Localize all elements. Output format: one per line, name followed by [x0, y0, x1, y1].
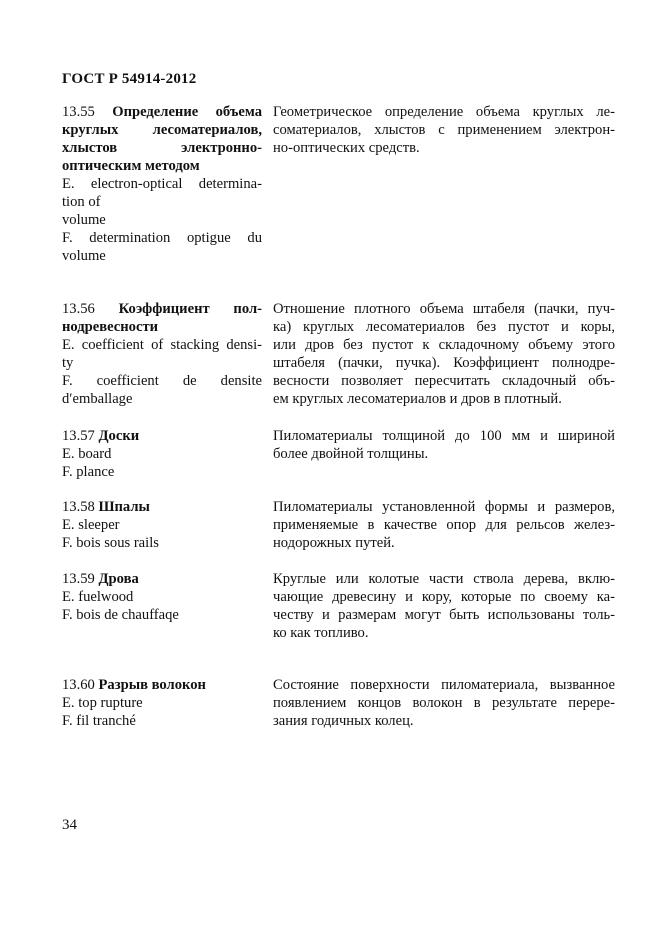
term-translation-line — [62, 534, 262, 552]
term-translation: d′emballage — [62, 391, 133, 407]
term-title-line — [62, 157, 262, 175]
term-title-line — [62, 570, 262, 588]
term-title-line — [62, 121, 262, 139]
term-translation: F. fil tranché — [62, 713, 136, 729]
term-number: 13.56 — [62, 301, 95, 317]
term-translation-line — [62, 336, 262, 354]
term-left-column — [62, 498, 262, 552]
term-definition — [273, 676, 615, 730]
term-translation: E. board — [62, 446, 112, 462]
term-title: Доски — [98, 428, 140, 444]
term-title: Определение объема — [112, 104, 262, 120]
term-translation: tion of — [62, 194, 101, 210]
term-translation-line — [62, 694, 262, 712]
term-translation: E. coefficient of stacking densi- — [62, 337, 262, 353]
definition-line: штабеля (пачки, пучка). Коэффициент полнодре- — [273, 355, 615, 371]
term-title-line — [62, 318, 262, 336]
term-translation: F. coefficient de densite — [62, 373, 262, 389]
term-title: хлыстов электронно- — [62, 140, 262, 156]
term-translation: F. bois sous rails — [62, 535, 159, 551]
term-translation-line — [62, 445, 262, 463]
term-number: 13.57 — [62, 428, 95, 444]
term-title: Разрыв волокон — [98, 677, 206, 693]
term-title-line — [62, 498, 262, 516]
definition-line: ем круглых лесоматериалов и дров в плотный. — [273, 391, 562, 407]
term-left-column — [62, 103, 262, 265]
term-translation-line — [62, 606, 262, 624]
term-translation-line — [62, 193, 262, 211]
term-definition — [273, 498, 615, 552]
term-translation-line — [62, 712, 262, 730]
term-translation: volume — [62, 248, 106, 264]
definition-line: появлением концов волокон в результате перере- — [273, 695, 615, 711]
document-header: ГОСТ Р 54914-2012 — [62, 71, 197, 87]
term-title-line — [62, 427, 262, 445]
term-translation: F. determination optigue du — [62, 230, 262, 246]
term-title: нодревесности — [62, 319, 159, 335]
term-left-column — [62, 427, 262, 481]
definition-line: соматериалов, хлыстов с применением электрон- — [273, 122, 615, 138]
term-title-line — [62, 676, 262, 694]
term-translation-line — [62, 372, 262, 390]
definition-line: весности позволяет пересчитать складочный объ- — [273, 373, 615, 389]
term-translation-line — [62, 229, 262, 247]
term-number: 13.59 — [62, 571, 95, 587]
definition-line: Круглые или колотые части ствола дерева, вклю- — [273, 571, 615, 587]
term-definition — [273, 427, 615, 463]
term-left-column — [62, 300, 262, 408]
term-translation: ty — [62, 355, 74, 371]
definition-line: применяемые в качестве опор для рельсов желез- — [273, 517, 615, 533]
definition-line: чающие древесину и кору, которые по своему ка- — [273, 589, 615, 605]
term-title: Коэффициент пол- — [118, 301, 262, 317]
definition-line: Геометрическое определение объема круглых ле- — [273, 104, 615, 120]
term-translation-line — [62, 247, 262, 265]
definition-line: Пиломатериалы установленной формы и размеров, — [273, 499, 615, 515]
term-translation: F. bois de chauffaqe — [62, 607, 179, 623]
definition-line: ка) круглых лесоматериалов без пустот и коры, — [273, 319, 615, 335]
term-title: Дрова — [98, 571, 139, 587]
term-title-line — [62, 139, 262, 157]
term-left-column — [62, 570, 262, 624]
definition-line: Состояние поверхности пиломатериала, вызванное — [273, 677, 615, 693]
page-number: 34 — [62, 817, 77, 833]
term-translation-line — [62, 390, 262, 408]
definition-line: или дров без пустот к складочному объему этого — [273, 337, 615, 353]
term-left-column — [62, 676, 262, 730]
term-translation: volume — [62, 212, 106, 228]
term-translation: E. sleeper — [62, 517, 120, 533]
term-definition — [273, 103, 615, 157]
term-number: 13.60 — [62, 677, 95, 693]
term-title: оптическим методом — [62, 158, 200, 174]
term-translation-line — [62, 211, 262, 229]
term-number: 13.55 — [62, 104, 95, 120]
term-translation-line — [62, 175, 262, 193]
definition-line: зания годичных колец. — [273, 713, 414, 729]
definition-line: более двойной толщины. — [273, 446, 429, 462]
term-translation: F. plance — [62, 464, 115, 480]
definition-line: но-оптических средств. — [273, 140, 420, 156]
term-title: Шпалы — [98, 499, 150, 515]
definition-line: нодорожных путей. — [273, 535, 395, 551]
term-translation: E. top rupture — [62, 695, 143, 711]
term-translation-line — [62, 516, 262, 534]
definition-line: Пиломатериалы толщиной до 100 мм и шириной — [273, 428, 615, 444]
definition-line: Отношение плотного объема штабеля (пачки, пуч- — [273, 301, 615, 317]
term-title: круглых лесоматериалов, — [62, 122, 262, 138]
term-title-line — [62, 300, 262, 318]
definition-line: честву и размерам могут быть использованы толь- — [273, 607, 615, 623]
term-translation: E. electron-optical determina- — [62, 176, 262, 192]
term-translation-line — [62, 588, 262, 606]
term-translation: E. fuelwood — [62, 589, 134, 605]
term-number: 13.58 — [62, 499, 95, 515]
term-title-line — [62, 103, 262, 121]
definition-line: ко как топливо. — [273, 625, 369, 641]
term-definition — [273, 570, 615, 642]
term-translation-line — [62, 354, 262, 372]
term-definition — [273, 300, 615, 408]
term-translation-line — [62, 463, 262, 481]
